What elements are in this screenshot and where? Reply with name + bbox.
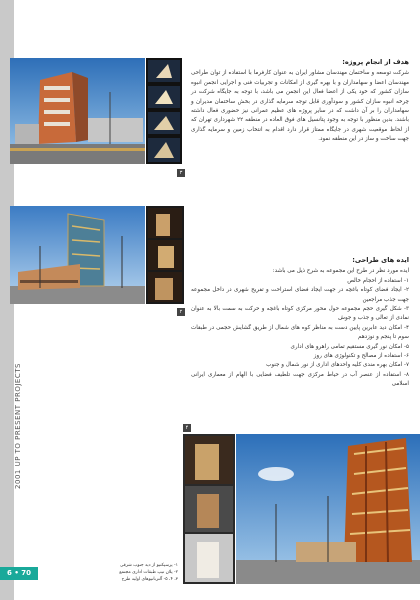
tower-perspective-photo — [10, 58, 145, 164]
main-tower-illustration — [236, 434, 420, 584]
page-number-badge: 6 • 70 — [0, 567, 38, 580]
running-title: 2001 UP TO PRESENT PROJECTS — [14, 363, 22, 489]
design-idea-item: ۶- استفاده از مصالح و تکنولوژی های روز — [313, 353, 409, 360]
thumbnail-strip-1 — [146, 58, 182, 164]
thumbnail-strip-2 — [146, 206, 184, 304]
alternative-thumbnails — [146, 206, 184, 304]
perspective-column-illustration — [183, 434, 235, 584]
main-tower-perspective-photo — [236, 434, 420, 584]
design-idea-item: ۴- امکان دید عابرین پایین دست به مناظر کوه های شمال از طریق گشایش حجمی در طبقات سوم تا پنجم و نوزدهم — [191, 324, 409, 341]
figure-captions — [52, 562, 178, 592]
figure-badge: ۴ — [183, 424, 191, 432]
design-idea-item: ۷- امکان بهره مندی کلیه واحدهای اداری از نور شمال و جنوب — [266, 362, 409, 369]
objective-paragraph: شرکت توسعه و ساختمان مهندسان مشاور ایران به عنوان کارفرما با استفاده از توان طراحی مهندسان اعضا و سهامداران و با بهره گیری از امکانات و تجربیات فنی و اجرایی انجمن انبوه سازان کشور که خود یکی از اعضا فعال این انجمن می باشد، با توجه به جایگاه شرکت در چرخه انبوه سازان کشور و سودآوری قابل توجه سرمایه گذاری در بخش ساختمان مدیران و سهامداران را بر آن داشت که در سایر پروژه های عظیم عمرانی نیز حضوری فعال داشته باشند. بدین منظور با توجه به وجود پتانسیل های فوق العاده در منطقه ۲۲ شهرداری تهران که از لحاظ موقعیت شهری در جایگاه ممتاز قرار دارد اقدام به انتخاب زمین و سرمایه گذاری جهت ساخت و ساز در این منطقه نمود. — [191, 70, 409, 143]
tower-perspective-illustration — [10, 58, 145, 164]
design-ideas-section — [191, 256, 409, 406]
mesh-facade-tower-photo — [10, 206, 145, 304]
figure-badge: ۲ — [177, 308, 185, 316]
design-idea-item: ۲- ایجاد فضای کوتاه باغچه در جهت ایجاد فضای استراحت و تفریح شهری در داخل مجموعه جهت جذب مراجعین — [191, 287, 409, 303]
design-idea-item: ۵- امکان نور گیری مستقیم تمامی راهرو های اداری — [290, 343, 409, 350]
objective-heading: هدف از انجام پروژه: — [342, 58, 409, 66]
figure-badge: ۳ — [177, 169, 185, 177]
design-ideas-heading: ایده های طراحی: — [352, 256, 409, 264]
caption-line: ۱- پرسپکتیو از دید جنوب شرقی — [119, 563, 178, 568]
design-idea-item: ۳- شکل گیری حجم مجموعه حول محور مرکزی کوتاه باغچه و حرکت به سمت بالا به عنوان نمادی از تعالی و جذب و جوش — [191, 306, 409, 322]
caption-line: ۲- پلان تیپ طبقات اداری مجتمع — [119, 570, 178, 575]
perspective-gallery-left — [183, 434, 235, 584]
mesh-facade-illustration — [10, 206, 145, 304]
design-ideas-intro: ایده مورد نظر در طرح این مجموعه به شرح ذیل می باشد: — [272, 268, 409, 275]
design-idea-item: ۱- استفاده از احجام خالص — [347, 277, 409, 284]
design-idea-item: ۸- استفاده از عنصر آب در حیاط مرکزی جهت تلطیف فضایی با الهام از معماری ایرانی اسلامی — [191, 371, 409, 388]
caption-line: ۳، ۴، ۵- آلترناتیوهای اولیه طرح — [121, 577, 178, 582]
objective-section — [191, 58, 409, 252]
night-render-thumbnails — [146, 58, 182, 164]
